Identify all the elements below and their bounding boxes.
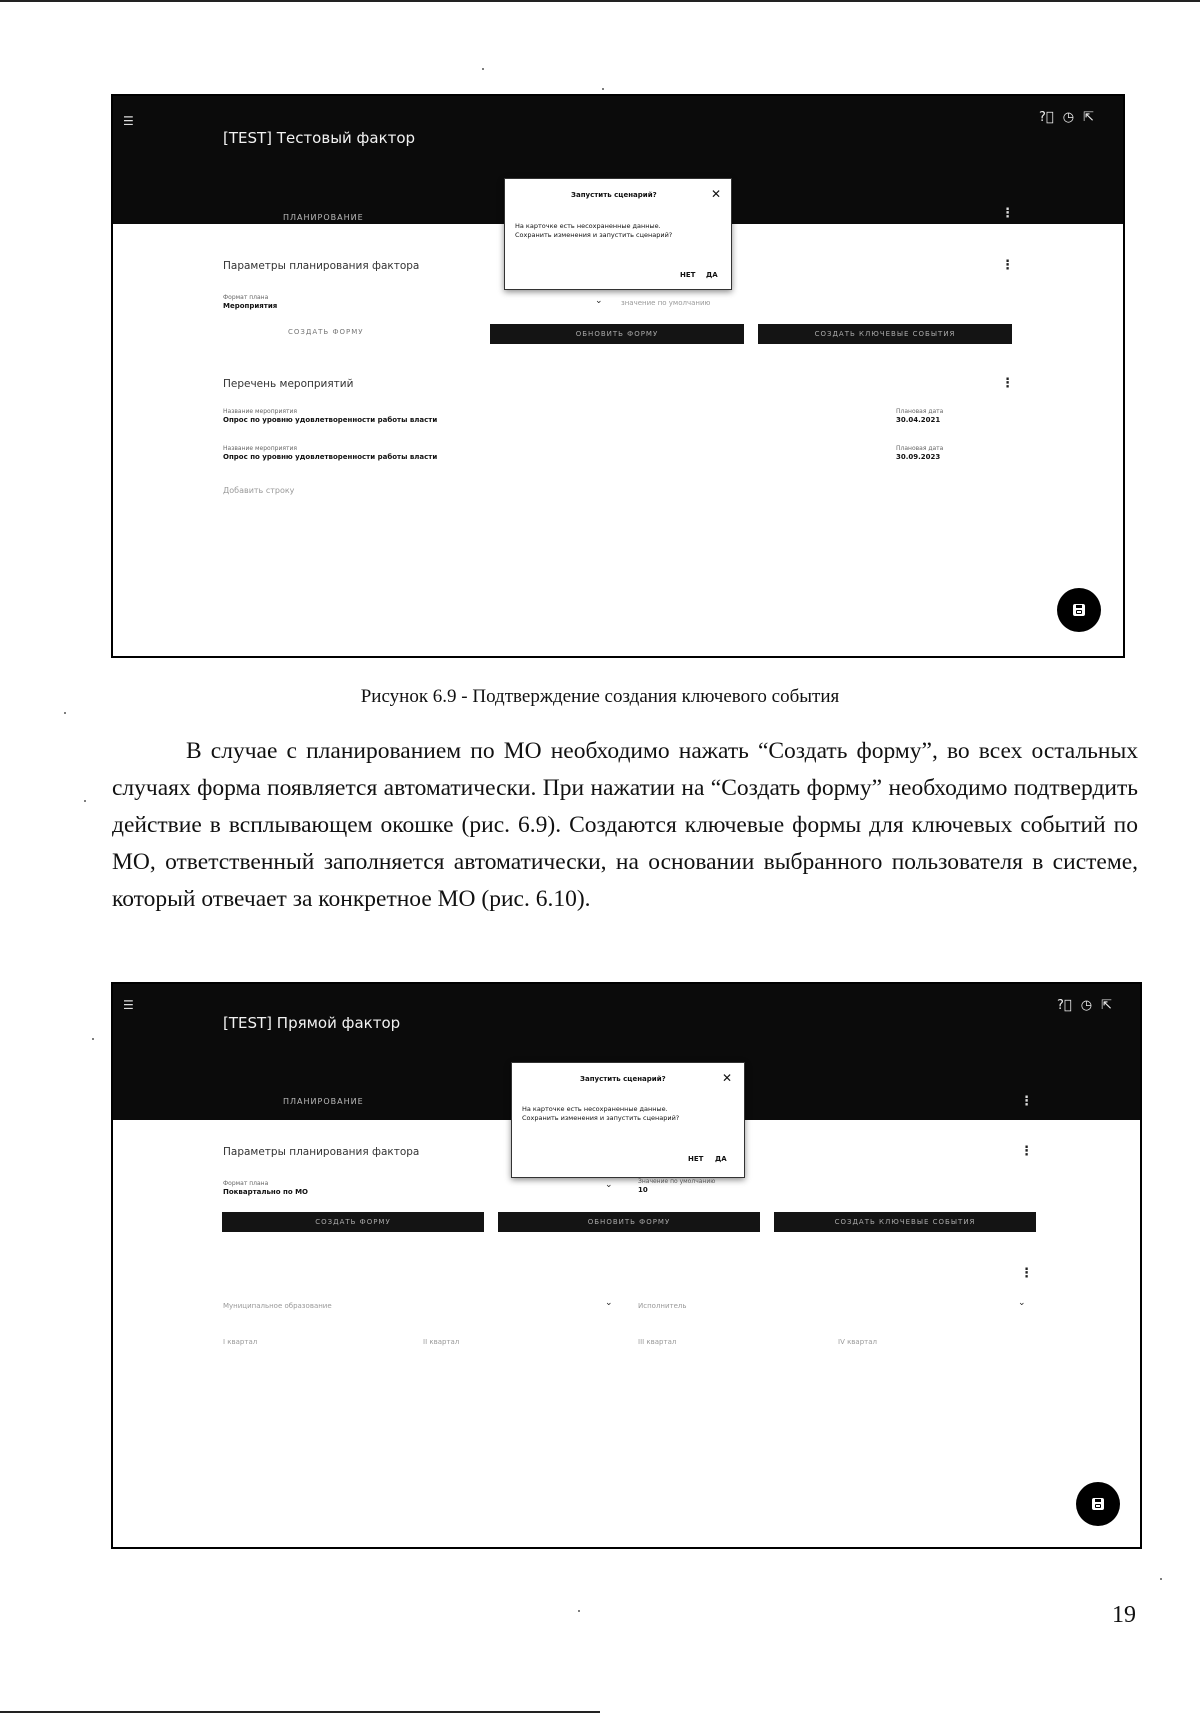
quarter-label: III квартал <box>638 1338 677 1346</box>
bottom-edge-line <box>0 1711 600 1713</box>
update-form-button[interactable]: ОБНОВИТЬ ФОРМУ <box>498 1212 760 1232</box>
scan-speck <box>578 1610 580 1612</box>
top-edge-line <box>0 0 1200 2</box>
scan-speck <box>64 712 66 714</box>
help-icon[interactable]: ?⃝ <box>1057 998 1072 1013</box>
event-date-value[interactable]: 30.09.2023 <box>896 453 941 461</box>
scan-speck <box>84 800 86 802</box>
scan-speck <box>1160 1578 1162 1580</box>
dialog-no-button[interactable]: НЕТ <box>688 1155 704 1163</box>
dialog-body-line: На карточке есть несохраненные данные. <box>515 222 661 230</box>
figure-1-caption: Рисунок 6.9 - Подтверждение создания ключевого события <box>360 686 840 707</box>
save-icon <box>1073 604 1085 616</box>
plan-format-label: Формат плана <box>223 1180 269 1187</box>
app-title: [TEST] Прямой фактор <box>223 1014 401 1032</box>
scan-speck <box>602 88 604 90</box>
menu-icon[interactable]: ☰ <box>123 998 134 1012</box>
close-icon[interactable]: ✕ <box>711 187 722 201</box>
event-date-label: Плановая дата <box>896 408 944 415</box>
save-fab-button[interactable] <box>1057 588 1101 632</box>
scan-speck <box>482 68 484 70</box>
confirm-dialog <box>511 1062 745 1178</box>
header-icons <box>1057 998 1112 1013</box>
dialog-body-line: На карточке есть несохраненные данные. <box>522 1105 668 1113</box>
default-value-field[interactable]: значение по умолчанию <box>621 299 711 307</box>
event-name-value[interactable]: Опрос по уровню удовлетворенности работы власти <box>223 416 438 424</box>
create-form-button[interactable]: СОЗДАТЬ ФОРМУ <box>288 328 364 336</box>
create-key-events-button[interactable]: СОЗДАТЬ КЛЮЧЕВЫЕ СОБЫТИЯ <box>774 1212 1036 1232</box>
default-value-label: Значение по умолчанию <box>638 1178 716 1185</box>
clock-icon[interactable]: ◷ <box>1062 110 1075 125</box>
figure-2-screenshot <box>111 982 1142 1549</box>
help-icon[interactable]: ?⃝ <box>1039 110 1054 125</box>
executor-select[interactable]: Исполнитель <box>638 1302 687 1310</box>
section-mo-kebab-icon[interactable]: ⋮ <box>1020 1266 1033 1281</box>
event-date-label: Плановая дата <box>896 445 944 452</box>
create-form-button[interactable]: СОЗДАТЬ ФОРМУ <box>222 1212 484 1232</box>
default-value-field[interactable]: 10 <box>638 1186 648 1194</box>
plan-format-label: Формат плана <box>223 294 269 301</box>
clock-icon[interactable]: ◷ <box>1080 998 1093 1013</box>
exit-icon[interactable]: ⇱ <box>1083 110 1094 125</box>
create-key-events-button[interactable]: СОЗДАТЬ КЛЮЧЕВЫЕ СОБЫТИЯ <box>758 324 1012 344</box>
dialog-body <box>515 222 727 240</box>
save-icon <box>1092 1498 1104 1510</box>
close-icon[interactable]: ✕ <box>722 1071 733 1085</box>
quarter-label: I квартал <box>223 1338 258 1346</box>
chevron-down-icon[interactable]: ⌄ <box>595 296 603 306</box>
section-events-kebab-icon[interactable]: ⋮ <box>1001 376 1014 391</box>
chevron-down-icon[interactable]: ⌄ <box>1018 1298 1026 1308</box>
municipality-select[interactable]: Муниципальное образование <box>223 1302 332 1310</box>
dialog-title: Запустить сценарий? <box>571 191 657 199</box>
plan-format-value[interactable]: Мероприятия <box>223 302 278 310</box>
header-kebab-icon[interactable]: ⋮ <box>1020 1094 1033 1109</box>
figure-1-screenshot <box>111 94 1125 658</box>
body-paragraph-text: В случае с планированием по МО необходимо нажать “Создать форму”, во всех остальных случаях форма появляется автоматически. При нажатии на “Создать форму” необходимо подтвердить действие в всплывающем окошке (рис. 6.9). Создаются ключевые формы для ключевых событий по МО, ответственный заполняется автоматически, на основании выбранного пользователя в системе, который отвечает за конкретное МО (рис. 6.10). <box>112 738 1138 912</box>
dialog-title: Запустить сценарий? <box>580 1075 666 1083</box>
section-params-kebab-icon[interactable]: ⋮ <box>1001 258 1014 273</box>
header-kebab-icon[interactable]: ⋮ <box>1001 206 1014 221</box>
scan-speck <box>92 1038 94 1040</box>
event-name-label: Название мероприятия <box>223 408 297 415</box>
event-name-value[interactable]: Опрос по уровню удовлетворенности работы власти <box>223 453 438 461</box>
menu-icon[interactable]: ☰ <box>123 114 134 128</box>
section-params-title: Параметры планирования фактора <box>223 1146 420 1158</box>
section-params-title: Параметры планирования фактора <box>223 260 420 272</box>
chevron-down-icon[interactable]: ⌄ <box>605 1298 613 1308</box>
tab-planning[interactable]: ПЛАНИРОВАНИЕ <box>283 1097 364 1106</box>
app-title: [TEST] Тестовый фактор <box>223 129 416 147</box>
quarter-label: II квартал <box>423 1338 460 1346</box>
confirm-dialog <box>504 178 732 290</box>
dialog-yes-button[interactable]: ДА <box>715 1155 727 1163</box>
event-date-value[interactable]: 30.04.2021 <box>896 416 941 424</box>
event-name-label: Название мероприятия <box>223 445 297 452</box>
dialog-yes-button[interactable]: ДА <box>706 271 718 279</box>
dialog-body <box>522 1105 738 1123</box>
exit-icon[interactable]: ⇱ <box>1101 998 1112 1013</box>
chevron-down-icon[interactable]: ⌄ <box>605 1180 613 1190</box>
update-form-button[interactable]: ОБНОВИТЬ ФОРМУ <box>490 324 744 344</box>
header-icons <box>1039 110 1094 125</box>
section-params-kebab-icon[interactable]: ⋮ <box>1020 1144 1033 1159</box>
plan-format-value[interactable]: Поквартально по МО <box>223 1188 308 1196</box>
page-number: 19 <box>1112 1602 1136 1628</box>
quarter-label: IV квартал <box>838 1338 878 1346</box>
dialog-body-line: Сохранить изменения и запустить сценарий? <box>522 1114 680 1122</box>
body-paragraph <box>112 733 1138 918</box>
dialog-no-button[interactable]: НЕТ <box>680 271 696 279</box>
add-row-link[interactable]: Добавить строку <box>223 486 295 495</box>
save-fab-button[interactable] <box>1076 1482 1120 1526</box>
section-events-title: Перечень мероприятий <box>223 378 354 390</box>
tab-planning[interactable]: ПЛАНИРОВАНИЕ <box>283 213 364 222</box>
dialog-body-line: Сохранить изменения и запустить сценарий? <box>515 231 673 239</box>
